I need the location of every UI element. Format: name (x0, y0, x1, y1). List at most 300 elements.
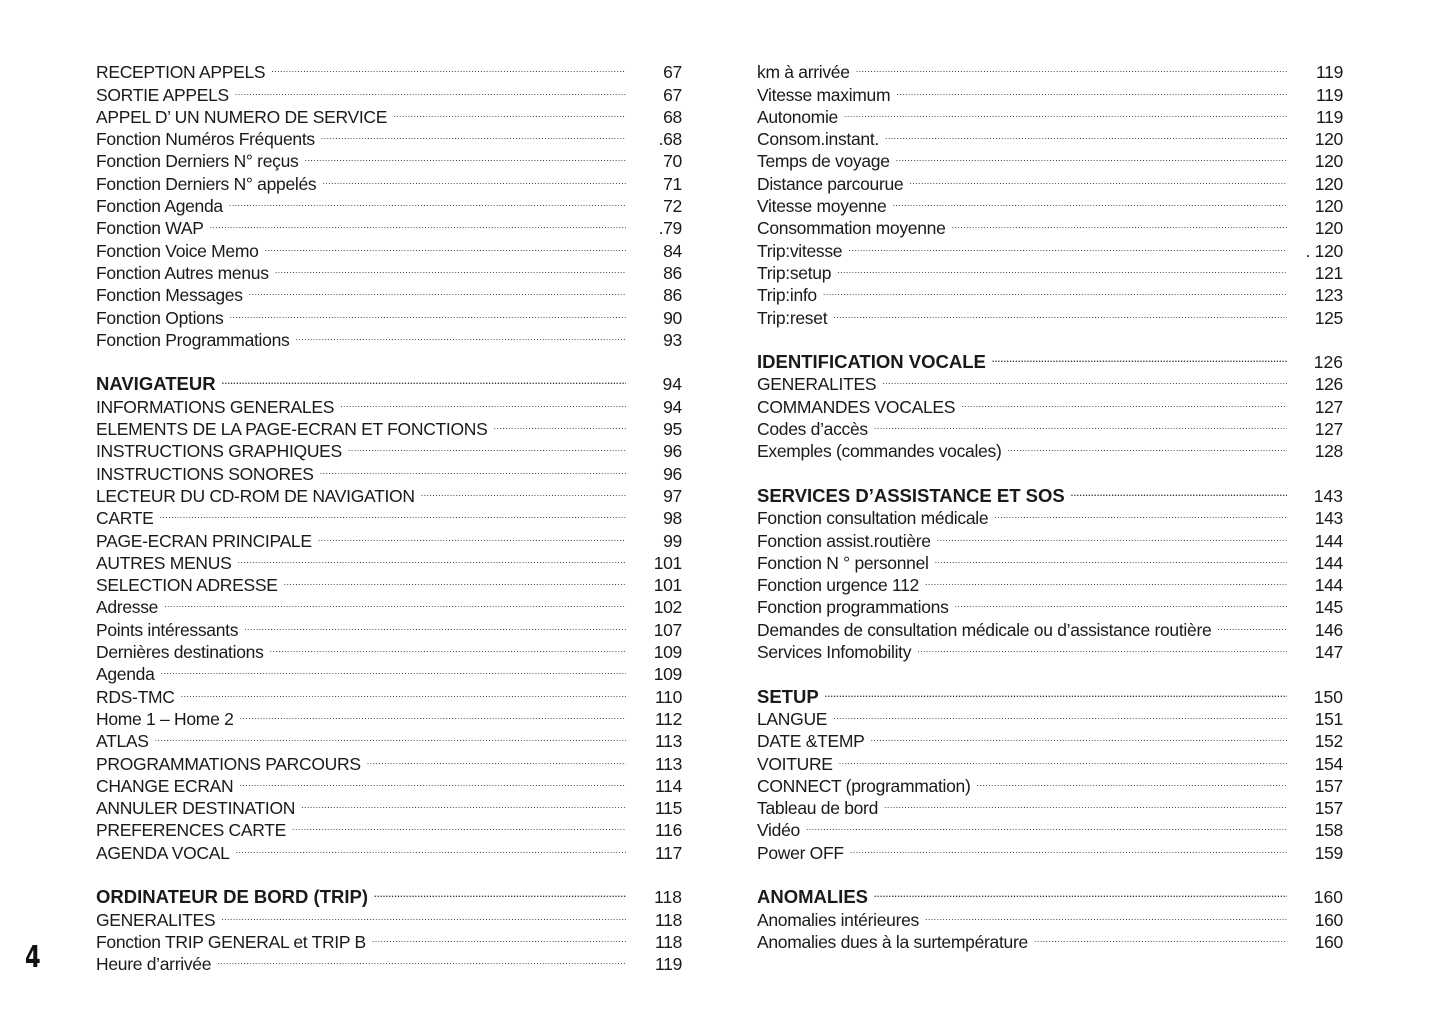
dot-leader (837, 257, 1287, 279)
dot-leader (348, 435, 626, 457)
toc-entry-label: ELEMENTS DE LA PAGE-ECRAN ET FONCTIONS (96, 418, 494, 440)
toc-entry[interactable] (96, 390, 682, 417)
toc-left-column (96, 56, 682, 975)
toc-entry-label: Fonction Programmations (96, 329, 295, 351)
toc-entry-label: Fonction Messages (96, 284, 249, 306)
toc-entry-page: 150 (1313, 686, 1343, 707)
dot-leader (909, 167, 1287, 189)
toc-entry-page: 159 (1314, 842, 1343, 863)
toc-entry[interactable] (96, 680, 682, 707)
dot-leader (270, 636, 626, 658)
toc-entry-label: Services Infomobility (757, 641, 917, 663)
toc-entry-label: AGENDA VOCAL (96, 842, 236, 864)
toc-entry-page: 118 (655, 909, 682, 930)
toc-entry-page: 144 (1314, 530, 1343, 551)
toc-entry-label: Fonction urgence 112 (757, 574, 925, 596)
toc-entry[interactable] (96, 78, 682, 105)
toc-entry-label: Consom.instant. (757, 128, 885, 150)
dot-leader (217, 948, 626, 970)
toc-entry-label: SETUP (757, 686, 825, 708)
dot-leader (340, 390, 626, 412)
dot-leader (321, 123, 626, 145)
toc-entry-page: 145 (1314, 597, 1343, 618)
toc-entry[interactable] (757, 78, 1343, 105)
toc-entry-page: 94 (662, 374, 682, 395)
toc-entry-label: Fonction WAP (96, 217, 210, 239)
dot-leader (320, 457, 626, 479)
dot-leader (239, 770, 626, 792)
toc-entry[interactable] (96, 413, 682, 440)
toc-entry[interactable] (96, 903, 682, 930)
dot-leader (884, 792, 1287, 814)
toc-entry-label: SERVICES D’ASSISTANCE ET SOS (757, 485, 1071, 507)
toc-entry-page: 109 (653, 664, 682, 685)
toc-entry[interactable] (757, 814, 1343, 841)
toc-entry-page: 67 (663, 84, 682, 105)
toc-entry[interactable] (757, 703, 1343, 729)
toc-entry-label: PAGE-ECRAN PRINCIPALE (96, 530, 318, 552)
toc-entry[interactable] (757, 770, 1343, 796)
dot-leader (839, 747, 1287, 769)
toc-entry[interactable] (96, 747, 682, 774)
toc-entry-page: 160 (1314, 909, 1343, 930)
dot-leader (871, 725, 1287, 747)
toc-section-heading[interactable] (96, 368, 682, 395)
dot-leader (318, 524, 626, 546)
page-number: 4 (25, 940, 41, 975)
toc-section-heading[interactable] (96, 881, 682, 908)
toc-entry-label: Fonction N ° personnel (757, 552, 935, 574)
toc-entry-page: 101 (653, 552, 682, 573)
toc-entry-page: 126 (1313, 352, 1343, 373)
toc-entry[interactable] (96, 569, 682, 596)
toc-entry-label: Fonction assist.routière (757, 530, 937, 552)
toc-entry-page: 123 (1314, 285, 1343, 306)
toc-entry-label: Fonction Options (96, 307, 230, 329)
toc-entry-label: Exemples (commandes vocales) (757, 440, 1007, 462)
toc-entry-page: .68 (658, 129, 682, 150)
toc-entry[interactable] (96, 324, 682, 350)
toc-entry-label: Power OFF (757, 842, 850, 864)
toc-entry-page: 109 (653, 642, 682, 663)
toc-entry-page: 144 (1314, 575, 1343, 596)
toc-entry-page: 102 (653, 597, 682, 618)
toc-entry-label: SELECTION ADRESSE (96, 574, 284, 596)
toc-entry-label: Distance parcourue (757, 173, 909, 195)
toc-entry-page: 157 (1314, 775, 1343, 796)
toc-entry[interactable] (757, 234, 1343, 261)
toc-entry-label: DATE &TEMP (757, 730, 871, 752)
toc-entry-page: 72 (663, 196, 682, 217)
toc-entry[interactable] (96, 703, 682, 729)
toc-entry-page: 86 (663, 262, 682, 283)
toc-entry-label: km à arrivée (757, 61, 856, 83)
dot-leader (961, 390, 1287, 412)
toc-entry-label: Autonomie (757, 106, 844, 128)
dot-leader (244, 613, 626, 635)
toc-entry-label: ORDINATEUR DE BORD (TRIP) (96, 886, 374, 908)
toc-entry[interactable] (96, 814, 682, 841)
toc-entry[interactable] (96, 190, 682, 217)
dot-leader (237, 547, 626, 569)
toc-entry-page: 154 (1314, 753, 1343, 774)
toc-entry[interactable] (757, 167, 1343, 194)
toc-entry-page: 84 (663, 240, 682, 261)
dot-leader (236, 836, 626, 858)
toc-entry-page: 114 (655, 775, 682, 796)
toc-entry[interactable] (757, 524, 1343, 551)
toc-entry[interactable] (96, 212, 682, 239)
toc-entry[interactable] (96, 591, 682, 618)
toc-entry-label: GENERALITES (757, 373, 882, 395)
toc-entry-label: Consommation moyenne (757, 217, 952, 239)
toc-entry-label: Temps de voyage (757, 150, 896, 172)
dot-leader (265, 234, 626, 256)
toc-entry-page: 147 (1314, 642, 1343, 663)
dot-leader (367, 747, 626, 769)
toc-entry[interactable] (757, 368, 1343, 395)
toc-entry-label: Adresse (96, 596, 164, 618)
toc-entry-label: PROGRAMMATIONS PARCOURS (96, 753, 367, 775)
dot-leader (372, 926, 626, 948)
toc-entry-page: 127 (1314, 419, 1343, 440)
toc-right-column (757, 56, 1343, 952)
toc-entry-label: Trip:info (757, 284, 823, 306)
toc-entry-page: 101 (653, 575, 682, 596)
dot-leader (925, 903, 1287, 925)
toc-entry-label: Agenda (96, 663, 161, 685)
toc-entry-page: 126 (1314, 374, 1343, 395)
dot-leader (825, 680, 1287, 702)
toc-entry-label: Fonction Numéros Fréquents (96, 128, 321, 150)
toc-entry-label: Demandes de consultation médicale ou d’assistance routière (757, 619, 1217, 641)
dot-leader (823, 279, 1287, 301)
toc-entry[interactable] (96, 926, 682, 952)
dot-leader (937, 524, 1287, 546)
toc-entry-label: VOITURE (757, 753, 839, 775)
dot-leader (275, 257, 626, 279)
dot-leader (295, 324, 626, 346)
toc-entry-page: 68 (663, 106, 682, 127)
toc-entry-label: ATLAS (96, 730, 155, 752)
toc-entry[interactable] (757, 390, 1343, 417)
toc-entry-page: 67 (663, 62, 682, 83)
dot-leader (992, 346, 1287, 368)
toc-entry-label: GENERALITES (96, 909, 221, 931)
toc-entry-page: 71 (663, 173, 682, 194)
toc-entry[interactable] (96, 502, 682, 529)
toc-entry[interactable] (757, 591, 1343, 618)
toc-section-heading[interactable] (757, 680, 1343, 707)
dot-leader (806, 814, 1287, 836)
toc-entry[interactable] (96, 457, 682, 484)
toc-entry-page: 96 (663, 441, 682, 462)
dot-leader (833, 301, 1287, 323)
toc-section-heading[interactable] (757, 881, 1343, 908)
dot-leader (882, 368, 1287, 390)
toc-section-heading[interactable] (757, 480, 1343, 506)
dot-leader (181, 680, 626, 702)
toc-entry-label: Codes d’accès (757, 418, 874, 440)
toc-entry[interactable] (757, 413, 1343, 440)
toc-entry-label: Fonction consultation médicale (757, 507, 994, 529)
toc-entry-label: INSTRUCTIONS SONORES (96, 463, 320, 485)
toc-entry-page: 113 (655, 731, 682, 752)
toc-entry-page: 86 (663, 285, 682, 306)
dot-leader (393, 101, 626, 123)
toc-entry-label: COMMANDES VOCALES (757, 396, 961, 418)
dot-leader (844, 101, 1287, 123)
toc-entry-label: Heure d’arrivée (96, 953, 217, 975)
toc-entry[interactable] (757, 257, 1343, 283)
toc-entry-label: Anomalies dues à la surtempérature (757, 931, 1034, 953)
toc-entry[interactable] (757, 190, 1343, 217)
toc-entry-label: CARTE (96, 507, 160, 529)
toc-entry[interactable] (757, 926, 1343, 952)
toc-entry-page: 144 (1314, 552, 1343, 573)
dot-leader (374, 881, 626, 903)
toc-entry[interactable] (96, 792, 682, 819)
toc-entry[interactable] (96, 279, 682, 306)
toc-entry-page: 127 (1314, 396, 1343, 417)
toc-entry[interactable] (757, 569, 1343, 596)
toc-entry-page: 99 (663, 530, 682, 551)
toc-entry-label: INSTRUCTIONS GRAPHIQUES (96, 440, 348, 462)
toc-entry-page: 94 (663, 396, 682, 417)
toc-entry-label: Dernières destinations (96, 641, 270, 663)
dot-leader (292, 814, 626, 836)
dot-leader (284, 569, 626, 591)
toc-entry[interactable] (757, 435, 1343, 462)
toc-entry[interactable] (757, 747, 1343, 774)
dot-leader (161, 658, 626, 680)
toc-entry-label: ANOMALIES (757, 886, 874, 908)
toc-entry[interactable] (757, 547, 1343, 573)
dot-leader (229, 190, 626, 212)
toc-entry-page: 115 (655, 798, 682, 819)
dot-leader (917, 636, 1287, 658)
toc-entry-label: INFORMATIONS GENERALES (96, 396, 340, 418)
toc-entry[interactable] (757, 123, 1343, 150)
dot-leader (240, 703, 626, 725)
toc-entry[interactable] (757, 613, 1343, 640)
toc-entry-page: 128 (1314, 441, 1343, 462)
dot-leader (848, 234, 1287, 256)
toc-entry[interactable] (96, 725, 682, 752)
dot-leader (977, 770, 1287, 792)
toc-entry-label: Tableau de bord (757, 797, 884, 819)
dot-leader (304, 145, 626, 167)
toc-entry[interactable] (96, 145, 682, 172)
dot-leader (221, 903, 626, 925)
dot-leader (1034, 926, 1287, 948)
dot-leader (925, 569, 1287, 591)
toc-entry-label: Trip:setup (757, 262, 837, 284)
toc-entry-label: Vidéo (757, 819, 806, 841)
toc-entry-page: 116 (655, 820, 682, 841)
dot-leader (155, 725, 626, 747)
dot-leader (249, 279, 626, 301)
toc-entry-label: Vitesse maximum (757, 84, 896, 106)
toc-entry-page: 143 (1314, 508, 1343, 529)
toc-entry[interactable] (757, 836, 1343, 863)
toc-entry-label: Vitesse moyenne (757, 195, 892, 217)
toc-entry-label: Fonction Derniers N° reçus (96, 150, 304, 172)
toc-entry-label: Points intéressants (96, 619, 244, 641)
toc-entry-page: 160 (1314, 931, 1343, 952)
toc-entry-page: 117 (655, 842, 682, 863)
toc-section-heading[interactable] (757, 346, 1343, 373)
toc-entry[interactable] (96, 234, 682, 261)
dot-leader (322, 167, 626, 189)
dot-leader (833, 703, 1287, 725)
dot-leader (885, 123, 1287, 145)
toc-entry-label: ANNULER DESTINATION (96, 797, 301, 819)
section-spacer (757, 324, 1343, 346)
toc-entry-page: 158 (1314, 820, 1343, 841)
toc-entry[interactable] (96, 56, 682, 83)
toc-entry-page: 98 (663, 508, 682, 529)
toc-entry-page: 152 (1314, 731, 1343, 752)
toc-entry-label: Fonction Derniers N° appelés (96, 173, 322, 195)
toc-entry-page: 107 (653, 619, 682, 640)
toc-entry-label: Anomalies intérieures (757, 909, 925, 931)
dot-leader (271, 56, 626, 78)
toc-entry[interactable] (757, 145, 1343, 172)
toc-entry[interactable] (96, 480, 682, 506)
toc-entry-page: 90 (663, 307, 682, 328)
toc-entry-label: CONNECT (programmation) (757, 775, 977, 797)
dot-leader (896, 78, 1287, 100)
toc-entry-label: Trip:vitesse (757, 240, 848, 262)
toc-entry-label: Home 1 – Home 2 (96, 708, 240, 730)
toc-entry-page: 120 (1314, 196, 1343, 217)
toc-entry-page: 119 (1316, 106, 1343, 127)
toc-entry-label: PREFERENCES CARTE (96, 819, 292, 841)
dot-leader (1217, 613, 1287, 635)
toc-entry-page: 157 (1314, 798, 1343, 819)
toc-entry[interactable] (757, 212, 1343, 239)
toc-entry-page: 95 (663, 419, 682, 440)
dot-leader (1071, 480, 1287, 502)
dot-leader (994, 502, 1287, 524)
toc-entry[interactable] (96, 101, 682, 127)
toc-entry-page: 120 (1314, 129, 1343, 150)
toc-entry[interactable] (96, 123, 682, 150)
dot-leader (421, 480, 626, 502)
toc-entry-label: Fonction Autres menus (96, 262, 275, 284)
toc-entry[interactable] (757, 903, 1343, 930)
toc-entry-label: RDS-TMC (96, 686, 181, 708)
dot-leader (874, 413, 1287, 435)
dot-leader (222, 368, 626, 390)
dot-leader (874, 881, 1287, 903)
toc-entry[interactable] (96, 301, 682, 328)
toc-entry[interactable] (96, 257, 682, 283)
toc-entry-page: 110 (655, 686, 682, 707)
toc-entry[interactable] (96, 948, 682, 975)
toc-entry-page: 120 (1314, 173, 1343, 194)
toc-entry-page: 160 (1313, 887, 1343, 908)
toc-entry[interactable] (96, 613, 682, 640)
toc-entry-label: SORTIE APPELS (96, 84, 235, 106)
dot-leader (892, 190, 1287, 212)
toc-entry-label: IDENTIFICATION VOCALE (757, 351, 992, 373)
dot-leader (935, 547, 1287, 569)
toc-entry-label: Fonction Voice Memo (96, 240, 265, 262)
dot-leader (164, 591, 626, 613)
toc-entry-page: 119 (1316, 84, 1343, 105)
toc-entry-page: 146 (1314, 619, 1343, 640)
toc-entry[interactable] (757, 792, 1343, 819)
toc-entry-page: 96 (663, 463, 682, 484)
toc-entry-page: .79 (658, 218, 682, 239)
toc-entry-page: 118 (654, 887, 682, 908)
toc-entry-page: 97 (663, 485, 682, 506)
toc-entry[interactable] (96, 658, 682, 685)
toc-entry-page: 121 (1314, 262, 1343, 283)
dot-leader (1007, 435, 1287, 457)
toc-entry[interactable] (757, 636, 1343, 663)
toc-entry-page: 120 (1314, 151, 1343, 172)
dot-leader (850, 836, 1287, 858)
toc-entry-page: 112 (655, 708, 682, 729)
toc-entry-page: 151 (1314, 708, 1343, 729)
toc-entry-page: 120 (1314, 218, 1343, 239)
dot-leader (235, 78, 626, 100)
dot-leader (494, 413, 626, 435)
toc-entry[interactable] (96, 836, 682, 863)
toc-entry-page: 119 (655, 954, 682, 975)
toc-entry[interactable] (96, 636, 682, 663)
dot-leader (210, 212, 626, 234)
toc-entry-page: . 120 (1305, 240, 1343, 261)
toc-entry[interactable] (96, 547, 682, 573)
toc-entry-label: Trip:reset (757, 307, 833, 329)
toc-entry[interactable] (96, 770, 682, 796)
toc-entry[interactable] (757, 725, 1343, 752)
toc-entry-label: RECEPTION APPELS (96, 61, 271, 83)
toc-entry-page: 113 (655, 753, 682, 774)
toc-entry[interactable] (757, 279, 1343, 306)
toc-entry[interactable] (96, 435, 682, 462)
toc-entry-page: 119 (1316, 62, 1343, 83)
toc-entry[interactable] (757, 301, 1343, 328)
toc-entry-page: 125 (1314, 307, 1343, 328)
toc-entry-label: Fonction TRIP GENERAL et TRIP B (96, 931, 372, 953)
toc-entry-page: 143 (1313, 485, 1343, 506)
toc-entry[interactable] (757, 101, 1343, 127)
toc-entry[interactable] (96, 167, 682, 194)
toc-entry-label: APPEL D’ UN NUMERO DE SERVICE (96, 106, 393, 128)
dot-leader (230, 301, 627, 323)
toc-entry[interactable] (757, 56, 1343, 83)
toc-entry-label: AUTRES MENUS (96, 552, 237, 574)
toc-entry-label: NAVIGATEUR (96, 373, 222, 395)
dot-leader (856, 56, 1287, 78)
dot-leader (160, 502, 627, 524)
dot-leader (896, 145, 1287, 167)
toc-entry[interactable] (96, 524, 682, 551)
toc-entry-label: Fonction Agenda (96, 195, 229, 217)
dot-leader (952, 212, 1287, 234)
dot-leader (955, 591, 1287, 613)
toc-entry-label: LECTEUR DU CD-ROM DE NAVIGATION (96, 485, 421, 507)
toc-entry-page: 70 (663, 151, 682, 172)
toc-entry-label: CHANGE ECRAN (96, 775, 239, 797)
toc-entry[interactable] (757, 502, 1343, 529)
toc-entry-page: 118 (655, 931, 682, 952)
